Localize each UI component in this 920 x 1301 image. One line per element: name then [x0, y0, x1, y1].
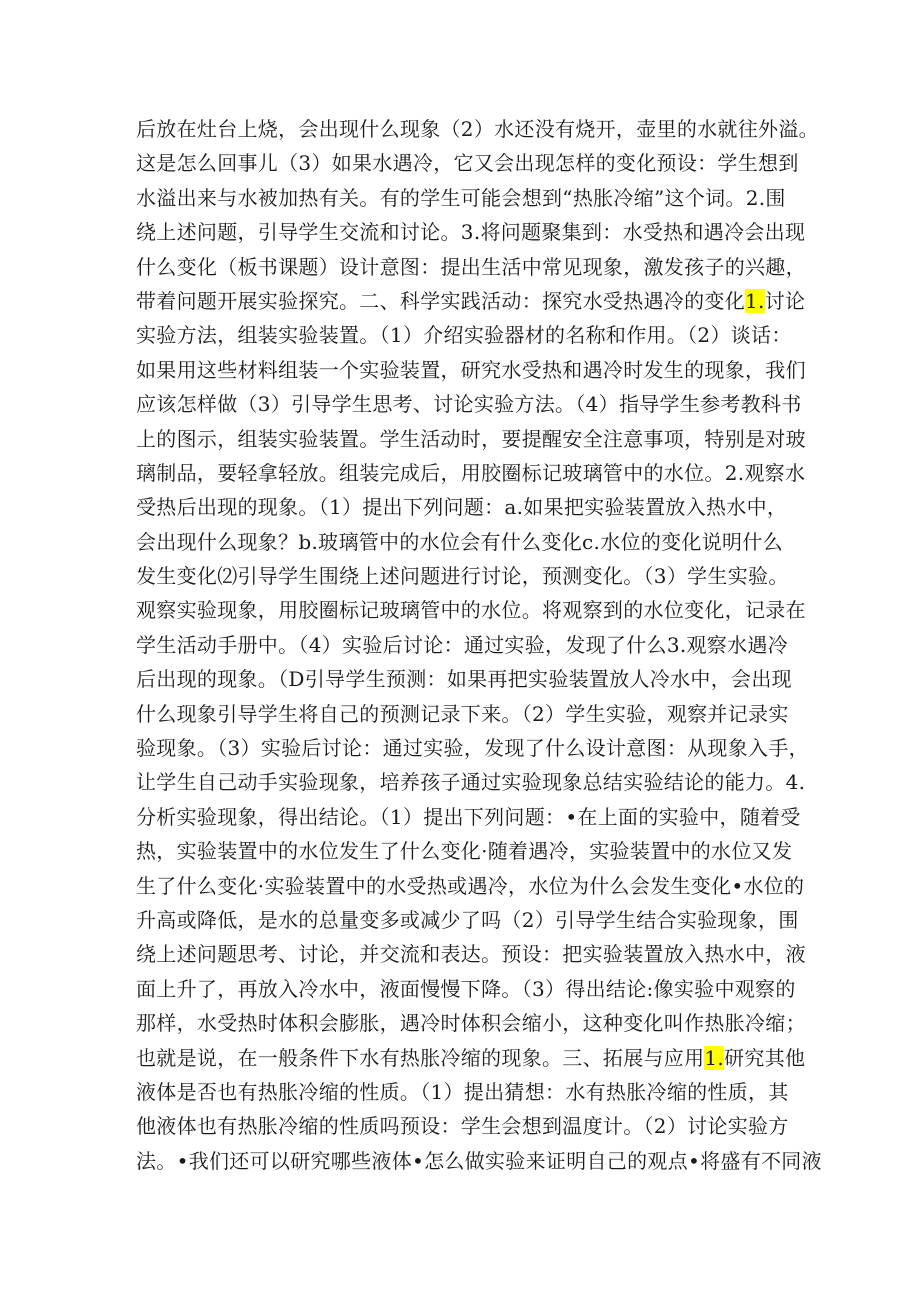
text-line-4: 绕上述问题，引导学生交流和讨论。3.将问题聚集到：水受热和遇冷会出现 [136, 220, 806, 245]
text-line-6-before: 带着问题开展实验探究。二、科学实践活动：探究水受热遇冷的变化 [136, 288, 745, 313]
text-line-23: 生了什么变化·实验装置中的水受热或遇冷，水位为什么会发生变化•水位的 [136, 873, 805, 898]
highlighted-number-marker: 1. [745, 288, 765, 313]
text-line-6 [136, 284, 808, 318]
text-line-1: 后放在灶台上烧，会出现什么现象（2）水还没有烧开，壶里的水就往外溢。 [136, 117, 819, 141]
highlighted-number-marker: 1. [704, 1045, 725, 1070]
text-line-5: 什么变化（板书课题）设计意图：提出生活中常见现象，激发孩子的兴趣， [136, 254, 806, 279]
text-line-3: 水溢出来与水被加热有关。有的学生可能会想到“热胀冷缩”这个词。2.围 [136, 185, 786, 210]
text-line-2: 这是怎么回事儿（3）如果水遇冷，它又会出现怎样的变化预设：学生想到 [136, 151, 799, 176]
text-line-17: 后出现的现象。（D引导学生预测：如果再把实验装置放人冷水中，会出现 [136, 667, 792, 692]
text-line-6-after: 讨论 [764, 288, 806, 313]
text-line-28-before: 也就是说，在一般条件下水有热胀冷缩的现象。三、拓展与应用 [136, 1045, 705, 1070]
text-line-16: 学生活动手册中。（4）实验后讨论：通过实验，发现了什么3.观察水遇冷 [136, 632, 789, 657]
text-line-30: 他液体也有热胀冷缩的性质吗预设：学生会想到温度计。（2）讨论实验方 [136, 1114, 789, 1139]
text-line-11: 璃制品，要轻拿轻放。组装完成后，用胶圈标记玻璃管中的水位。2.观察水 [136, 460, 806, 485]
text-line-14: 发生变化⑵引导学生围绕上述问题进行讨论，预测变化。（3）学生实验。 [136, 564, 789, 589]
text-line-9: 应该怎样做（3）引导学生思考、讨论实验方法。（4）指导学生参考教科书 [136, 392, 802, 417]
text-line-19: 验现象。（3）实验后讨论：通过实验，发现了什么设计意图：从现象入手， [136, 736, 809, 761]
text-line-22: 热，实验装置中的水位发生了什么变化·随着遇冷，实验装置中的水位又发 [136, 839, 793, 864]
text-line-8: 如果用这些材料组装一个实验装置，研究水受热和遇冷时发生的现象，我们 [136, 357, 806, 382]
text-line-12: 受热后出现的现象。（1）提出下列问题：a.如果把实验装置放入热水中， [136, 495, 788, 520]
body-text [136, 112, 822, 1178]
text-line-27: 那样，水受热时体积会膨胀，遇冷时体积会缩小，这种变化叫作热胀冷缩； [136, 1011, 806, 1036]
text-line-25: 绕上述问题思考、讨论，并交流和表达。预设：把实验装置放入热水中，液 [136, 942, 806, 967]
text-line-28-after: 研究其他 [724, 1045, 806, 1070]
text-line-7: 实验方法，组装实验装置。（1）介绍实验器材的名称和作用。（2）谈话： [136, 323, 792, 348]
text-line-24: 升高或降低，是水的总量变多或减少了吗（2）引导学生结合实验现象，围 [136, 907, 799, 932]
text-line-28 [136, 1041, 808, 1075]
text-line-18: 什么现象引导学生将自己的预测记录下来。（2）学生实验，观察并记录实 [136, 701, 789, 726]
text-line-21: 分析实验现象，得出结论。（1）提出下列问题：•在上面的实验中，随着受 [136, 804, 801, 829]
text-line-26: 面上升了，再放入冷水中，液面慢慢下降。（3）得出结论:像实验中观察的 [136, 976, 796, 1001]
text-line-13: 会出现什么现象？b.玻璃管中的水位会有什么变化c.水位的变化说明什么 [136, 529, 783, 554]
text-line-10: 上的图示，组装实验装置。学生活动时，要提醒安全注意事项，特别是对玻 [136, 426, 806, 451]
text-line-31: 法。•我们还可以研究哪些液体•怎么做实验来证明自己的观点•将盛有不同液 [136, 1148, 822, 1173]
text-line-15: 观察实验现象，用胶圈标记玻璃管中的水位。将观察到的水位变化，记录在 [136, 598, 806, 623]
text-line-29: 液体是否也有热胀冷缩的性质。（1）提出猜想：水有热胀冷缩的性质，其 [136, 1079, 789, 1104]
text-line-20: 让学生自己动手实验现象，培养孩子通过实验现象总结实验结论的能力。4. [136, 770, 806, 795]
